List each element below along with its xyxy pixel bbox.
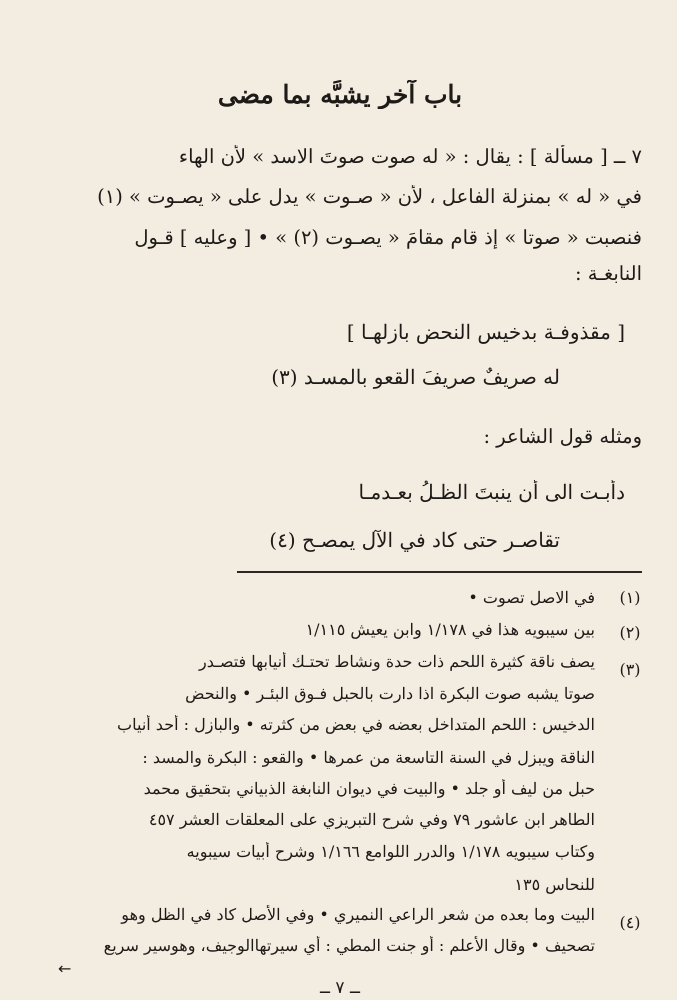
- footnote-line: يصف ناقة كثيرة اللحم ذات حدة ونشاط تحتـك أنيابها فتصـدر: [199, 652, 595, 671]
- footnote-line: للنحاس ١٣٥: [514, 875, 595, 894]
- footnote-number: (٣): [619, 660, 641, 679]
- footnote-line: صوتا يشبه صوت البكرة اذا دارت بالحبل فـوق البئـر • والنحض: [185, 684, 595, 703]
- footnote-line: الدخيس : اللحم المتداخل بعضه في بعض من كثرته • والبازل : أحد أنياب: [117, 715, 595, 734]
- chapter-title: باب آخر يشبَّه بما مضى: [217, 80, 463, 109]
- footnote-line: وكتاب سيبويه ١/١٧٨ والدرر اللوامع ١/١٦٦ وشرح أبيات سيبويه: [186, 842, 595, 861]
- footnote-number: (٢): [619, 623, 641, 642]
- verse-line: له صريفٌ صريفَ القعو بالمسـد (٣): [271, 365, 560, 389]
- footnote-line: في الاصل تصوت •: [468, 588, 595, 607]
- continue-arrow-icon: ←: [58, 959, 72, 978]
- verse-line: دأبـت الى أن ينبتَ الظـلُ بعـدمـا: [358, 480, 625, 504]
- paragraph-line: في « له » بمنزلة الفاعل ، لأن « صـوت » يدل على « يصـوت » (١): [97, 185, 642, 208]
- footnote-line: الطاهر ابن عاشور ٧٩ وفي شرح التبريزي على المعلقات العشر ٤٥٧: [148, 810, 595, 829]
- footnote-number: (١): [619, 588, 641, 607]
- footnote-number: (٤): [619, 913, 641, 932]
- footnote-line: حبل من ليف أو جلد • والبيت في ديوان النابغة الذبياني بتحقيق محمد: [143, 779, 595, 798]
- footnote-line: الناقة ويبزل في السنة التاسعة من عمرها • والقعو : البكرة والمسد :: [142, 748, 595, 767]
- paragraph-line: فنصبت « صوتا » إذ قام مقامَ « يصـوت (٢) » • [ وعليه ] قـول: [134, 226, 642, 249]
- footnote-line: تصحيف • وقال الأعلم : أو جنت المطي : أي سيرتهاالوجيف، وهوسير سريع: [103, 936, 595, 955]
- verse-line: تقاصـر حتى كاد في الآل يمصـح (٤): [269, 528, 560, 552]
- footnote-line: البيت وما بعده من شعر الراعي النميري • وفي الأصل كاد في الظل وهو: [121, 905, 595, 924]
- paragraph-line: النابغـة :: [575, 262, 642, 285]
- page-number: ــ ٧ ــ: [320, 978, 360, 998]
- footnote-line: بين سيبويه هذا في ١/١٧٨ وابن يعيش ١/١١٥: [305, 620, 595, 639]
- verse-line: [ مقذوفـة بدخيس النحض بازلهـا ]: [346, 320, 625, 344]
- intro-line: ومثله قول الشاعر :: [483, 425, 642, 448]
- footnote-divider: [237, 571, 642, 573]
- paragraph-line: ٧ ــ [ مسألة ] : يقال : « له صوت صوتَ الاسد » لأن الهاء: [178, 145, 642, 168]
